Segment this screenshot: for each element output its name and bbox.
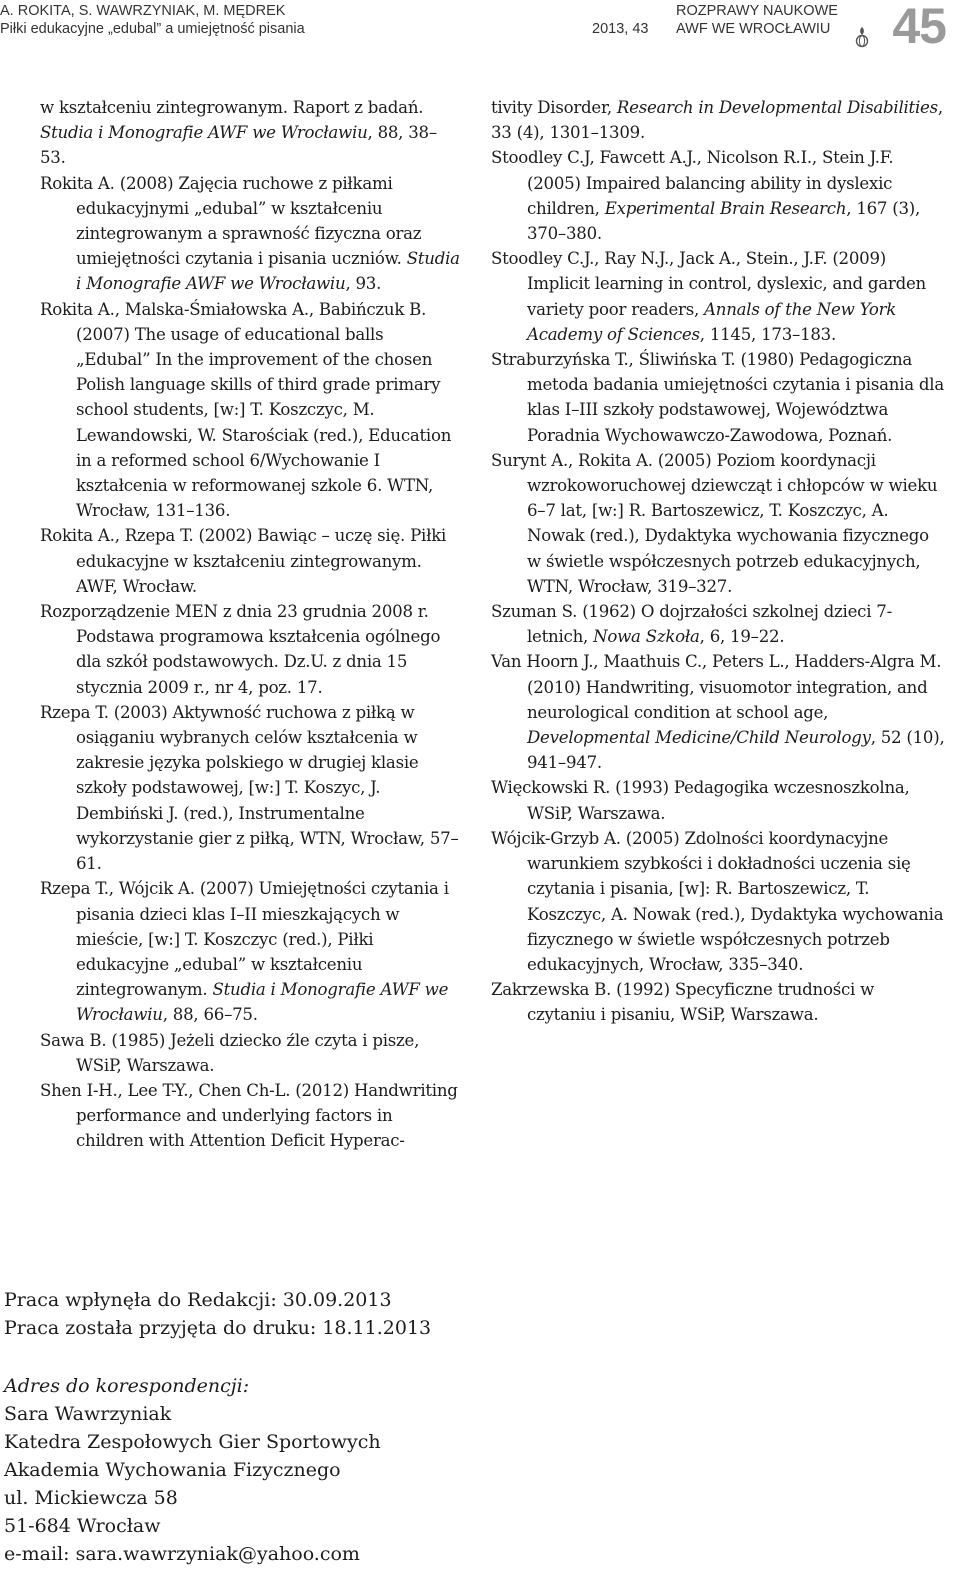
page-number: 45 <box>892 0 946 54</box>
reference-text: , 93. <box>345 274 382 294</box>
reference-text: Rzepa T. (2003) Aktywność ruchowa z piłką w osiąganiu wybranych celów kształcenia w zakresie języka polskiego w drugiej klasie szkoły podstawowej, [w:] T. Koszyc, J. Dembiński J. (red.), Instrumentalne wykorzystanie gier z piłką, WTN, Wrocław, 57–61. <box>40 702 459 874</box>
reference-entry <box>491 649 946 775</box>
running-header-journal <box>676 2 838 38</box>
running-header-left <box>0 2 305 38</box>
reference-entry <box>40 876 460 1027</box>
reference-source-italic: Annals of the New York Academy of Sciences <box>527 299 897 344</box>
reference-text: Van Hoorn J., Maathuis C., Peters L., Hadders-Algra M. (2010) Handwriting, visuomotor integration, and neurological condition at school age, <box>491 652 942 722</box>
reference-source-italic: Developmental Medicine/Child Neurology <box>527 728 871 748</box>
accepted-date: Praca została przyjęta do druku: 18.11.2013 <box>4 1317 432 1339</box>
correspondence-email: e-mail: sara.wawrzyniak@yahoo.com <box>4 1543 360 1565</box>
reference-text: Shen I-H., Lee T-Y., Chen Ch-L. (2012) Handwriting performance and underlying factors in children with Attention Deficit Hyperac- <box>40 1080 458 1151</box>
reference-text: , 52 (10), 941–947. <box>527 728 945 773</box>
reference-text: Zakrzewska B. (1992) Specyficzne trudności w czytaniu i pisaniu, WSiP, Warszawa. <box>491 980 875 1025</box>
reference-entry <box>40 95 460 171</box>
reference-source-italic: Nowa Szkoła <box>593 627 700 647</box>
correspondence-city: 51-684 Wrocław <box>4 1515 161 1537</box>
reference-source-italic: Studia i Monografie AWF we Wrocławiu <box>40 123 368 143</box>
reference-entry <box>491 826 946 977</box>
reference-source-italic: Experimental Brain Research <box>604 198 847 218</box>
reference-text: Rzepa T., Wójcik A. (2007) Umiejętności czytania i pisania dzieci klas I–II mieszkających w mieście, [w:] T. Koszczyc (red.), Piłki edukacyjne „edubal” w kształceniu zintegrowanym. <box>40 879 449 1000</box>
reference-text: Straburzyńska T., Śliwińska T. (1980) Pedagogiczna metoda badania umiejętności czytania i pisania dla klas I–III szkoły podstawowej, Województwa Poradnia Wychowawczo-Zawodowa, Poznań. <box>491 350 944 445</box>
reference-text: Więckowski R. (1993) Pedagogika wczesnoszkolna, WSiP, Warszawa. <box>491 778 910 823</box>
correspondence-heading <box>4 1372 381 1400</box>
reference-entry <box>491 347 946 448</box>
reference-text: , 6, 19–22. <box>699 627 785 647</box>
reference-text: Rokita A., Malska-Śmiałowska A., Babińczuk B. (2007) The usage of educational balls „Edubal” In the improvement of the chosen Polish language skills of third grade primary school students, [w:] T. Koszczyc, M. Lewandowski, W. Starościak (red.), Education in a reformed school 6/Wychowanie I kształcenia w reformowanej szkole 6. WTN, Wrocław, 131–136. <box>40 299 452 521</box>
correspondence-street: ul. Mickiewcza 58 <box>4 1487 178 1509</box>
reference-text: , 88, 38–53. <box>40 123 437 168</box>
reference-entry <box>491 977 946 1027</box>
reference-entry <box>40 599 460 700</box>
reference-text: , 167 (3), 370–380. <box>527 198 921 244</box>
reference-text: Rokita A. (2008) Zajęcia ruchowe z piłkami edukacyjnymi „edubal” w kształceniu zintegrowanym a sprawność fizyczna oraz umiejętności czytania i pisania uczniów. <box>40 173 422 269</box>
reference-text: Stoodley C.J., Ray N.J., Jack A., Stein., J.F. (2009) Implicit learning in control, dyslexic, and garden variety poor readers, <box>491 249 926 319</box>
header-year-volume: 2013, 43 <box>592 21 649 37</box>
awf-logo-icon <box>855 26 869 48</box>
reference-entry <box>40 171 460 297</box>
reference-entry <box>40 297 460 524</box>
reference-text: Rokita A., Rzepa T. (2002) Bawiąc – uczę się. Piłki edukacyjne w kształceniu zintegrowanym. AWF, Wrocław. <box>40 526 447 596</box>
header-authors: A. ROKITA, S. WAWRZYNIAK, M. MĘDREK <box>0 3 286 19</box>
reference-entry <box>491 775 946 825</box>
references-column-right <box>491 95 946 1028</box>
reference-entry <box>491 95 946 145</box>
reference-entry <box>40 700 460 876</box>
reference-entry <box>40 1078 460 1154</box>
reference-source-italic: Studia i Monografie AWF we Wrocławiu <box>76 249 460 294</box>
correspondence-institution: Akademia Wychowania Fizycznego <box>4 1459 341 1481</box>
reference-source-italic: Research in Developmental Disabilities <box>616 98 938 117</box>
header-article-title: Piłki edukacyjne „edubal” a umiejętność pisania <box>0 21 305 37</box>
correspondence-department: Katedra Zespołowych Gier Sportowych <box>4 1431 381 1453</box>
reference-text: , 1145, 173–183. <box>699 324 837 344</box>
reference-entry <box>491 599 946 649</box>
reference-text: , 33 (4), 1301–1309. <box>491 98 943 143</box>
reference-entry <box>491 448 946 599</box>
header-journal-line1: ROZPRAWY NAUKOWE <box>676 3 838 19</box>
reference-text: Surynt A., Rokita A. (2005) Poziom koordynacji wzrokoworuchowej dziewcząt i chłopców w wieku 6–7 lat, [w:] R. Bartoszewicz, T. Koszczyc, A. Nowak (red.), Dydaktyka wychowania fizycznego w świetle współczesnych potrzeb edukacyjnych, WTN, Wrocław, 319–327. <box>491 450 938 596</box>
received-date: Praca wpłynęła do Redakcji: 30.09.2013 <box>4 1289 392 1311</box>
correspondence-name: Sara Wawrzyniak <box>4 1403 172 1425</box>
reference-text: Sawa B. (1985) Jeżeli dziecko źle czyta i pisze, WSiP, Warszawa. <box>40 1030 420 1075</box>
reference-text: Rozporządzenie MEN z dnia 23 grudnia 2008 r. Podstawa programowa kształcenia ogólnego dla szkół podstawowych. Dz.U. z dnia 15 stycznia 2009 r., nr 4, poz. 17. <box>40 602 441 697</box>
header-journal-line2: AWF WE WROCŁAWIU <box>676 21 831 37</box>
reference-text: Wójcik-Grzyb A. (2005) Zdolności koordynacyjne warunkiem szybkości i dokładności uczenia się czytania i pisania, [w]: R. Bartoszewicz, T. Koszczyc, A. Nowak (red.), Dydaktyka wychowania fizycznego w świetle współczesnych potrzeb edukacyjnych, Wrocław, 335–340. <box>491 828 944 974</box>
reference-text: , 88, 66–75. <box>162 1005 258 1025</box>
correspondence-heading-text: Adres do korespondencji: <box>4 1375 250 1397</box>
reference-entry <box>491 145 946 246</box>
reference-text: Szuman S. (1962) O dojrzałości szkolnej dzieci 7-letnich, <box>491 602 892 647</box>
submission-dates <box>4 1286 431 1342</box>
reference-text: w kształceniu zintegrowanym. Raport z badań. <box>40 98 424 117</box>
reference-text: tivity Disorder, <box>491 98 617 117</box>
correspondence-address <box>4 1372 381 1568</box>
reference-source-italic: Studia i Monografie AWF we Wrocławiu <box>76 980 449 1025</box>
references-column-left <box>40 95 460 1154</box>
reference-entry <box>40 1028 460 1078</box>
reference-text: Stoodley C.J, Fawcett A.J., Nicolson R.I., Stein J.F. (2005) Impaired balancing ability in dyslexic children, <box>491 148 894 218</box>
reference-entry <box>40 523 460 599</box>
reference-entry <box>491 246 946 347</box>
